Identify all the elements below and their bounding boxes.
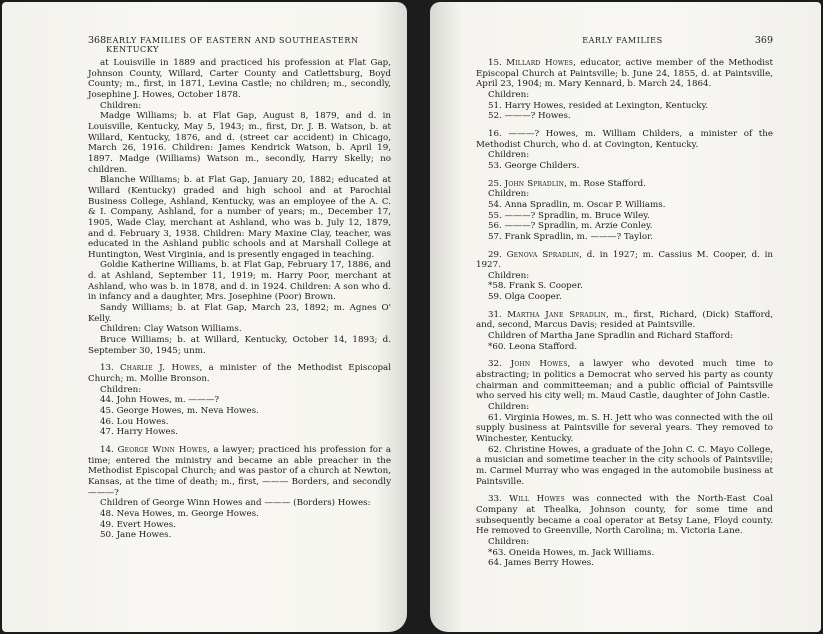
- left-page: [2, 2, 407, 632]
- paragraph: Madge Williams; b. at Flat Gap, August 8, 1879, and d. in Louisville, Kentucky, May 5, 1943; m., first, Dr. J. B. Watson, b. at Willard, Kentucky, 1876, and d. (street car accident) in Chicago, March 26, 1916. Children: James Kendrick Watson, b. April 19, 1897. Madge (Williams) Watson m., secondly, Harry Skelly; no children.: [88, 111, 391, 175]
- entry-text: , m. Rose Stafford.: [564, 178, 646, 189]
- running-head-right: [476, 35, 773, 47]
- paragraph: Sandy Williams; b. at Flat Gap, March 23, 1892; m. Agnes O' Kelly.: [88, 303, 391, 324]
- child-entry: 50. Jane Howes.: [100, 530, 172, 541]
- paragraph: Goldie Katherine Williams, b. at Flat Gap, February 17, 1886, and d. at Ashland, September 11, 1919; m. Harry Poor, merchant at Ashland, who was b. in 1878, and d. in 1924. Children: A son who d. in infancy and a daughter, Mrs. Josephine (Poor) Brown.: [88, 260, 391, 303]
- running-head-left: [88, 35, 391, 54]
- children-label: Children:: [488, 270, 530, 281]
- entry-text: , m., first, Richard, (Dick) Stafford, and, second, Marcus Davis; resided at Paintsville.: [476, 309, 774, 331]
- page-number-right: 369: [754, 35, 773, 46]
- paragraph: [476, 250, 773, 271]
- child-entry: 59. Olga Cooper.: [488, 292, 562, 303]
- entry-text: was connected with the North-East Coal Company at Thealka, Johnson county, for some time and subsequently became a coal operator at Betsy Lane, Floyd county. He removed to Greenville, North Carolina; m. Victoria Lane.: [476, 494, 773, 537]
- entry-text: , educator, active member of the Methodist Episcopal Church at Paintsville; b. June 24, 1855, d. at Paintsville, April 23, 1904; m. Mary Kennard, b. March 24, 1864.: [476, 58, 773, 90]
- child-entry: 56. ———? Spradlin, m. Arzie Conley.: [488, 221, 653, 232]
- paragraph: Children of George Winn Howes and ——— (Borders) Howes:: [100, 498, 371, 509]
- entry-number: 14.: [100, 444, 118, 455]
- child-entry: 46. Lou Howes.: [100, 416, 169, 427]
- paragraph-gap: [476, 172, 773, 179]
- entry-text: , a lawyer; practiced his profession for a time; entered the ministry and became an able preacher in the Methodist Episcopal Church; and was pastor of a church at Newton, Kansas, at the time of death; m., first, ——— Borders, and secondly ———?: [88, 444, 392, 498]
- person-name: Genova Spradlin: [506, 249, 580, 260]
- child-entry: 47. Harry Howes.: [100, 427, 178, 438]
- paragraph: Bruce Williams; b. at Willard, Kentucky, October 14, 1893; d. September 30, 1945; unm.: [88, 335, 391, 356]
- entry-number: 32.: [488, 359, 511, 370]
- child-entry: 51. Harry Howes, resided at Lexington, Kentucky.: [488, 100, 708, 111]
- child-entry: 55. ———? Spradlin, m. Bruce Wiley.: [488, 210, 650, 221]
- child-entry: 52. ———? Howes.: [488, 111, 571, 122]
- person-name: Charlie J. Howes: [119, 363, 200, 374]
- paragraph-gap: [476, 122, 773, 129]
- entry-number: 29.: [488, 249, 507, 260]
- paragraph: 61. Virginia Howes, m. S. H. Jett who was connected with the oil supply business at Paintsville for several years. They removed to Winchester, Kentucky.: [476, 412, 773, 444]
- children-label: Children of Martha Jane Spradlin and Richard Stafford:: [488, 331, 734, 342]
- child-entry: 53. George Childers.: [488, 160, 580, 171]
- entry-number: 31.: [488, 309, 508, 320]
- entry-number: 33.: [488, 494, 510, 505]
- children-label: Children:: [100, 100, 142, 111]
- page-number-left: 368: [88, 35, 107, 46]
- child-entry: 49. Evert Howes.: [100, 519, 176, 530]
- paragraph: [476, 494, 773, 537]
- children-label: Children:: [100, 384, 142, 395]
- paragraph-gap: [476, 487, 773, 494]
- paragraph: Blanche Williams; b. at Flat Gap, January 20, 1882; educated at Willard (Kentucky) graded and high school and at Parochial Business College, Ashland, Kentucky, was an employee of the A. C. & I. Company, Ashland, for a number of years; m., December 17, 1905, Wade Clay, merchant at Ashland, who was b. July 12, 1879, and d. February 3, 1938. Children: Mary Maxine Clay, teacher, was educated in the Ashland public schools and at Marshall College at Huntington, West Virginia, and is presently engaged in teaching.: [88, 175, 391, 260]
- children-label: Children:: [488, 150, 530, 161]
- paragraph-gap: [88, 438, 391, 445]
- entry-text: , a lawyer who devoted much time to abstracting; in politics a Democrat who served his party as county chairman and committeeman; and a public official of Paintsville who served his city well; m. Maud Castle, daughter of John Castle.: [476, 359, 773, 402]
- paragraph-gap: [476, 352, 773, 359]
- entry-number: 25.: [488, 178, 505, 189]
- paragraph: at Louisville in 1889 and practiced his profession at Flat Gap, Johnson County, Willard, Carter County and Catlettsburg, Boyd County; m., first, in 1871, Levina Castle; no children; m., secondly, Josephine J. Howes, October 1878.: [88, 58, 391, 100]
- child-entry: 45. George Howes, m. Neva Howes.: [100, 406, 259, 416]
- right-page: [430, 2, 821, 632]
- person-name: Will Howes: [509, 494, 565, 505]
- entry-number: 13.: [100, 363, 120, 374]
- paragraph-gap: [476, 303, 773, 310]
- person-name: Martha Jane Spradlin: [507, 309, 607, 320]
- child-entry: 64. James Berry Howes.: [488, 558, 594, 569]
- entry-text: , d. in 1927; m. Cassius M. Cooper, d. in 1927.: [476, 249, 774, 271]
- child-entry: 57. Frank Spradlin, m. ———? Taylor.: [488, 231, 654, 242]
- paragraph: 16. ———? Howes, m. William Childers, a minister of the Methodist Church, who d. at Covington, Kentucky.: [476, 128, 773, 150]
- person-name: George Winn Howes: [117, 444, 208, 455]
- paragraph: [476, 179, 773, 190]
- child-entry: 54. Anna Spradlin, m. Oscar P. Williams.: [488, 199, 666, 210]
- right-page-content: [476, 58, 773, 569]
- child-entry: *58. Frank S. Cooper.: [488, 281, 583, 292]
- entry-number: 15.: [488, 58, 507, 68]
- paragraph: 62. Christine Howes, a graduate of the John C. C. Mayo College, a musician and sometime teacher in the city schools of Paintsville; m. Carmel Murray who was engaged in the automobile business at Paintsville.: [476, 444, 773, 487]
- person-name: Millard Howes: [506, 58, 574, 68]
- children-label: Children:: [488, 89, 530, 100]
- paragraph-gap: [476, 243, 773, 250]
- child-entry: *60. Leona Stafford.: [488, 341, 578, 352]
- paragraph: [88, 445, 391, 498]
- children-label: Children: Clay Watson Williams.: [100, 324, 242, 335]
- entry-text: , a minister of the Methodist Episcopal Church; m. Mollie Bronson.: [88, 363, 391, 385]
- left-page-content: [88, 58, 391, 541]
- paragraph: [476, 310, 773, 331]
- paragraph-gap: [88, 356, 391, 363]
- children-label: Children:: [488, 189, 530, 200]
- person-name: John Howes: [510, 359, 568, 370]
- paragraph: [476, 58, 773, 90]
- child-entry: *63. Oneida Howes, m. Jack Williams.: [488, 547, 655, 558]
- child-entry: 44. John Howes, m. ———?: [100, 395, 220, 406]
- children-label: Children:: [488, 402, 530, 413]
- paragraph: [88, 363, 391, 384]
- paragraph: [476, 359, 773, 402]
- running-head-title-left: EARLY FAMILIES OF EASTERN AND SOUTHEASTERN KENTUCKY: [106, 36, 359, 54]
- children-label: Children:: [488, 536, 530, 547]
- person-name: John Spradlin: [504, 178, 565, 189]
- running-head-title-right: EARLY FAMILIES: [582, 36, 663, 45]
- child-entry: 48. Neva Howes, m. George Howes.: [100, 508, 259, 519]
